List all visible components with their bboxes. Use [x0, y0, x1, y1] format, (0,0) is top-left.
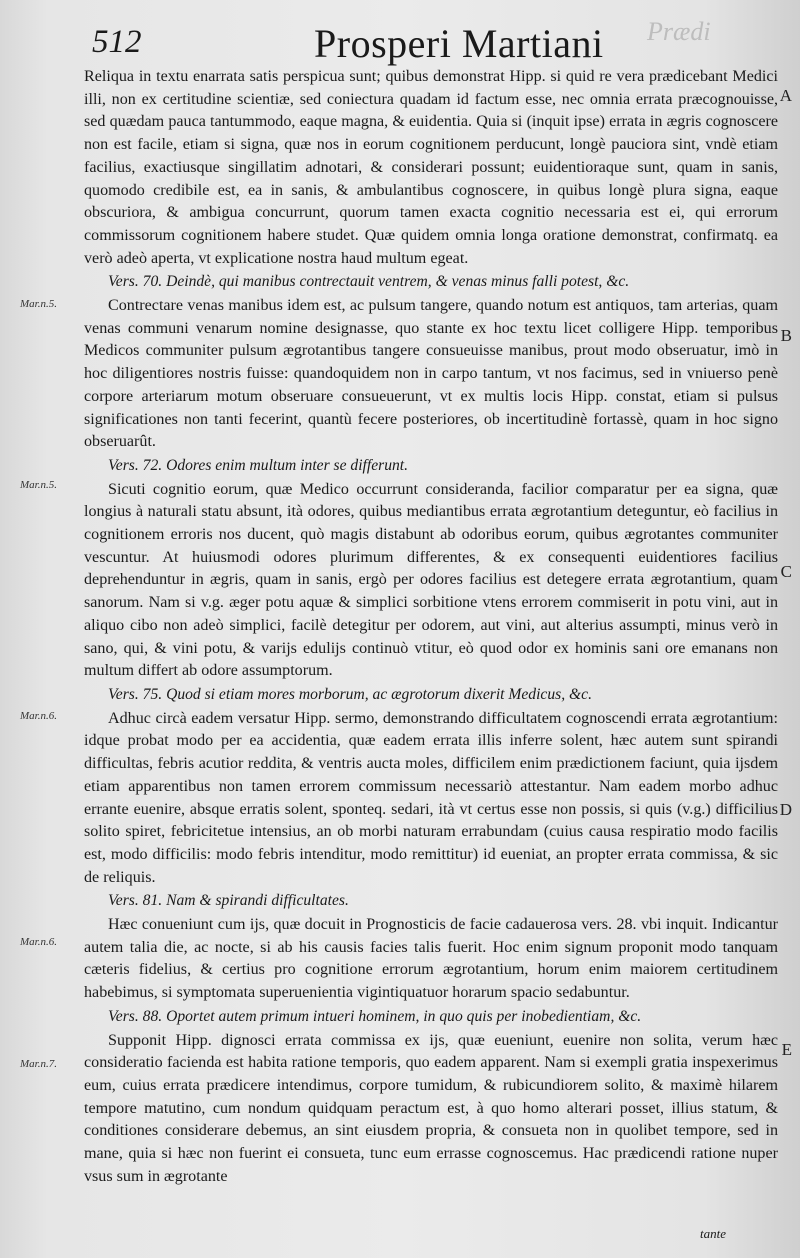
margin-note: Mar.n.5.: [20, 298, 57, 310]
paragraph: Sicuti cognitio eorum, quæ Medico occurrunt consideranda, facilior comparatur per ea signa, quæ longius à naturali statu absunt, ità odores, quibus mediantibus errata ægrotantium deteguntur, eò facilius in cognitionem erroris nos ducent, quò magis distabunt ab odoribus eorum, quibus ægrotantes communiter vescuntur. At huiusmodi odores plurimum differentes, & ex consequenti euidentiores facilius deprehenduntur in ægris, quam in sanis, ergò per odores facilius est detegere errata ægrotantium, quam sanorum. Nam si v.g. æger potu aquæ & simplici sorbitione vtens errorem commiserit in potu vini, aut in aliquo cibo non adeò simplici, facilè detegitur per odorem, aut vini, aut alterius assumpti, minus verò in sano, qui, & vini potu, & varijs edulijs continuò vtitur, eò quod odor ex hominis sani ore emanans non multum differt ab odore assumptorum.: [84, 480, 778, 680]
bleed-through-text: Prædi: [647, 17, 711, 46]
verse-heading: [84, 271, 778, 294]
running-head: Prosperi Martiani: [314, 21, 604, 66]
page-header: [92, 14, 612, 66]
verse-heading: [84, 684, 778, 707]
verse-text: Deindè, qui manibus contrectauit ventrem, & venas minus falli potest, &c.: [166, 273, 630, 291]
section-letter: C: [780, 562, 792, 581]
verse-text: Odores enim multum inter se differunt.: [166, 456, 409, 474]
section-letter: D: [779, 800, 792, 819]
verse-heading: [84, 890, 778, 913]
paragraph: Adhuc circà eadem versatur Hipp. sermo, demonstrando difficultatem cognoscendi errata ægrotantium: idque probat modo per ea accidentia, quæ eadem errata illis inferre solent, hæc autem sunt spirandi difficultas, febris acutior reddita, & ventris aucta moles, difficilem enim prædictionem faciunt, quia ijsdem etiam apparentibus non tamen errorem commissum necessariò attestantur. Nam eadem morbo adhuc errante euenire, absque erratis solent, sponteq. sedari, ità vt certus esse non possis, si quis (v.g.) difficilius solito spiret, febricitetue intensius, an ob morbi naturam errabundam (cuius causa respiratio modo facilis est, modo difficilis: modo febris intenditur, modo remittitur) id eueniat, an propter errata commissa, & sic de reliquis.: [84, 709, 778, 886]
section-letter: A: [779, 86, 792, 105]
verse-text: Oportet autem primum intueri hominem, in quo quis per inobedientiam, &c.: [166, 1007, 642, 1025]
body-text: [84, 66, 778, 1188]
verse-text: Nam & spirandi difficultates.: [166, 892, 349, 910]
verse-text: Quod si etiam mores morborum, ac ægrotorum dixerit Medicus, &c.: [166, 685, 592, 703]
paragraph: Supponit Hipp. dignosci errata commissa ex ijs, quæ eueniunt, euenire non solita, verum hæc consideratio facienda est habita ratione temporis, quo eadem apparent. Nam si exempli gratia inspexerimus eum, cuius errata prædicere intendimus, corpore tumidum, & rubicundiorem solito, & maximè hilarem tempore matutino, cum nondum quidquam peractum est, à quo homo alterari posset, illius statum, & conditiones considerare debemus, an sint eiusdem propria, & consueta non in quolibet tempore, sed in mane, quia si hæc non fuerint ei consueta, tunc eum errasse cognoscemus. Hac prædicendi ratione nuper vsus sum in ægrotante: [84, 1031, 778, 1185]
verse-number: Vers. 88.: [108, 1007, 163, 1025]
verse-number: Vers. 81.: [108, 892, 163, 910]
margin-note: Mar.n.7.: [20, 1058, 57, 1070]
verse-heading: [84, 455, 778, 478]
catchword: tante: [700, 1226, 726, 1241]
page-number: 512: [92, 24, 142, 60]
paragraph: Contrectare venas manibus idem est, ac pulsum tangere, quando notum est antiquos, tam arterias, quam venas communi venarum nomine designasse, quo stante ex hoc textu licet colligere Hipp. temporibus Medicos communiter pulsum ægrotantibus tangere consueuisse manibus, prout modo obseruatur, imò in hoc diligentiores nostris fuisse: quandoquidem non in carpo tantum, vt nos facimus, sed in vniuerso penè corpore arteriarum motum obseruare consueuerunt, vt ex multis locis Hipp. constat, etiam si pulsus significationes non tanti fecerint, quantù fecere posteriores, ob incertitudinè fortassè, quam in hoc signo obseruarût.: [84, 297, 778, 451]
section-letter: E: [781, 1040, 792, 1059]
margin-note: Mar.n.6.: [20, 710, 57, 722]
verse-heading: [84, 1006, 778, 1029]
verse-number: Vers. 70.: [108, 273, 163, 291]
section-letter: B: [780, 326, 792, 345]
margin-note: Mar.n.6.: [20, 936, 57, 948]
verse-number: Vers. 72.: [108, 456, 163, 474]
verse-number: Vers. 75.: [108, 685, 163, 703]
paragraph: Reliqua in textu enarrata satis perspicua sunt; quibus demonstrat Hipp. si quid re vera prædicebant Medici illi, non ex certitudine scientiæ, sed coniectura quadam id factum esse, nec omnia errata præcognouisse, sed quædam pauca tantummodo, eaque magna, & euidentia. Quia si (inquit ipse) errata in ægris cognoscere non est facile, etiam si signa, quæ nos in eorum cognitionem perducunt, longè pauciora sint, vndè etiam facilius, exactiusque singillatim adnotari, & considerari possunt; euidentioraque sunt, quam in sanis, quomodo credibile est, ea in sanis, & ambulantibus cognoscere, in quibus longè plura signa, eaque obscuriora, & ambigua concurrunt, quorum tamen exacta cognitio necessaria est ei, qui errorum commissorum cognitionem habere studet. Quæ quidem omnia longa oratione demonstrat, confirmatq. ea verò adeò aperta, vt explicatione nostra haud multum egeat.: [84, 68, 778, 267]
paragraph: Hæc conueniunt cum ijs, quæ docuit in Prognosticis de facie cadauerosa vers. 28. vbi inquit. Indicantur autem talia die, ac nocte, si ab his causis facies talis fuerit. Hoc enim signum proponit modo tanquam cæteris fidelius, & certius pro cognitione errorum ægrotantium, horum enim maiorem certitudinem habebimus, si symptomata superuenientia vigintiquatuor horarum spacio sedabuntur.: [84, 916, 778, 1002]
margin-note: Mar.n.5.: [20, 479, 57, 491]
